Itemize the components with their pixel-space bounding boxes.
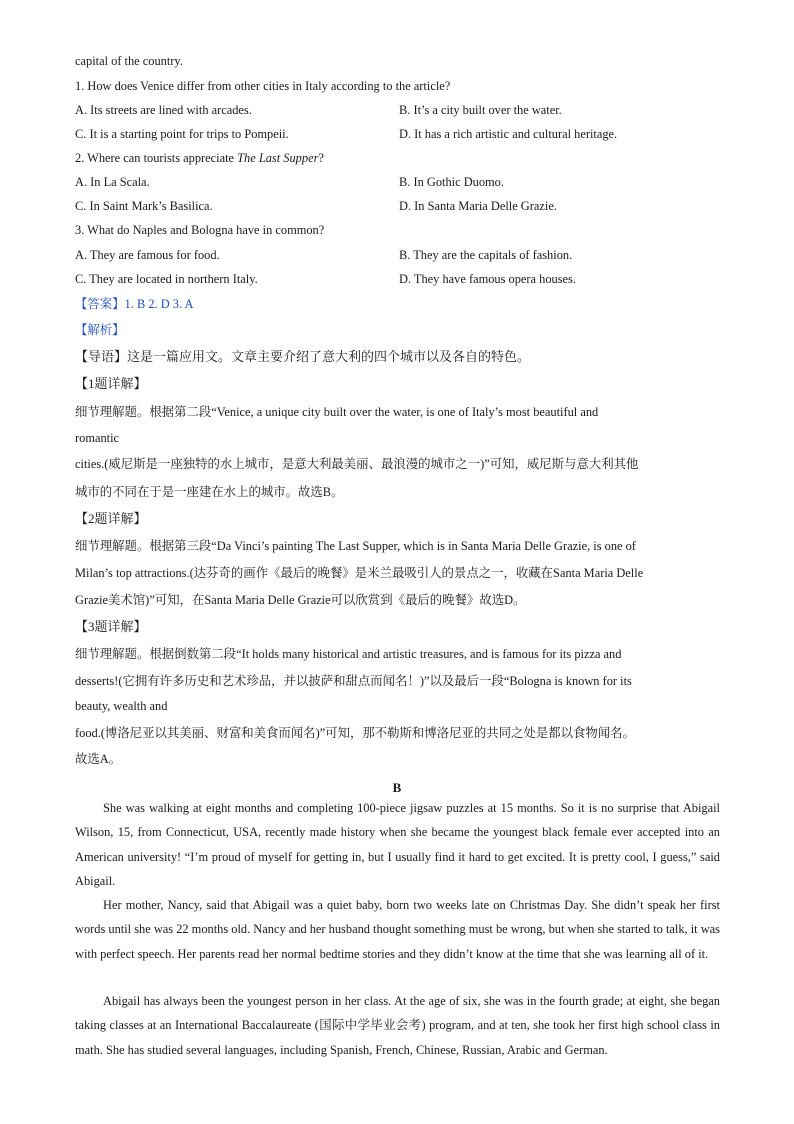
detail-1-line: 细节理解题。根据第二段“Venice, a unique city built over the water, is one of Italy’s most beautiful and (75, 405, 599, 419)
answer-key: 【答案】1. B 2. D 3. A (75, 297, 194, 311)
question-1-stem: 1. How does Venice differ from other cities in Italy according to the article? (75, 79, 451, 93)
q3-option-a: A. They are famous for food. (75, 248, 220, 262)
q3-option-c: C. They are located in northern Italy. (75, 272, 258, 286)
q2-stem-title: The Last Supper (237, 151, 319, 165)
detail-3-line: beauty, wealth and (75, 699, 168, 713)
q3-option-d: D. They have famous opera houses. (399, 272, 576, 286)
detail-2-line: Grazie美术馆)”可知，在Santa Maria Delle Grazie可以欣赏到《最后的晚餐》故选D。 (75, 593, 526, 607)
detail-2-line: Milan’s top attractions.(达芬奇的画作《最后的晚餐》是米兰最吸引人的景点之一，收藏在Santa Maria Delle (75, 566, 644, 580)
q1-option-d: D. It has a rich artistic and cultural heritage. (399, 127, 618, 141)
q2-option-c: C. In Saint Mark’s Basilica. (75, 199, 213, 213)
detail-1-heading: 【1题详解】 (75, 376, 147, 391)
detail-3-line: 细节理解题。根据倒数第二段“It holds many historical and artistic treasures, and is famous for its pizza and (75, 647, 622, 661)
detail-3-line: 故选A。 (75, 752, 122, 766)
question-2-stem (75, 150, 324, 166)
detail-1-line: cities.(威尼斯是一座独特的水上城市，是意大利最美丽、最浪漫的城市之一)”可知，威尼斯与意大利其他 (75, 457, 639, 471)
section-title: B (392, 780, 402, 795)
detail-2-line: 细节理解题。根据第三段“Da Vinci’s painting The Last Supper, which is in Santa Maria Delle Grazie, is one of (75, 539, 636, 553)
q1-option-a: A. Its streets are lined with arcades. (75, 103, 252, 117)
q3-option-b: B. They are the capitals of fashion. (399, 248, 573, 262)
q1-option-c: C. It is a starting point for trips to Pompeii. (75, 127, 289, 141)
detail-1-line: 城市的不同在于是一座建在水上的城市。故选B。 (75, 485, 344, 499)
detail-3-heading: 【3题详解】 (75, 619, 147, 634)
guide-text: 【导语】这是一篇应用文。文章主要介绍了意大利的四个城市以及各自的特色。 (75, 349, 531, 364)
q2-option-d: D. In Santa Maria Delle Grazie. (399, 199, 557, 213)
q1-option-b: B. It’s a city built over the water. (399, 103, 562, 117)
detail-3-line: desserts!(它拥有许多历史和艺术珍品，并以披萨和甜点而闻名！)”以及最后一段“Bologna is known for its (75, 674, 632, 688)
passage-paragraph: She was walking at eight months and completing 100-piece jigsaw puzzles at 15 months. So it is no surprise that Abigail Wilson, 15, from Connecticut, USA, recently made history when she became the youngest black female ever accepted into an American university! “I’m proud of myself for getting in, but I usually find it hard to get excited. It is pretty cool, I guess,” said Abigail. (75, 801, 720, 889)
passage-paragraph: Her mother, Nancy, said that Abigail was a quiet baby, born two weeks late on Christmas Day. She didn’t speak her first words until she was 22 months old. Nancy and her husband thought something must be wrong, but when she started to talk, it was with perfect speech. Her parents read her normal bedtime stories and they didn’t know at the time that she was learning all of it. (75, 898, 720, 961)
detail-1-line: romantic (75, 431, 120, 445)
analysis-label: 【解析】 (75, 323, 125, 337)
q2-option-a: A. In La Scala. (75, 175, 150, 189)
q2-stem-pre: 2. Where can tourists appreciate (75, 151, 238, 165)
intro-tail: capital of the country. (75, 54, 183, 68)
q2-stem-post: ? (318, 151, 324, 165)
passage-paragraph: Abigail has always been the youngest person in her class. At the age of six, she was in the fourth grade; at eight, she began taking classes at an International Baccalaureate (国际中学毕业会考) program, and at ten, she took her first high school class in math. She has studied several languages, including Spanish, French, Chinese, Russian, Arabic and German. (75, 994, 720, 1057)
q2-option-b: B. In Gothic Duomo. (399, 175, 504, 189)
question-3-stem: 3. What do Naples and Bologna have in common? (75, 223, 325, 237)
detail-2-heading: 【2题详解】 (75, 511, 147, 526)
detail-3-line: food.(博洛尼亚以其美丽、财富和美食而闻名)”可知，那不勒斯和博洛尼亚的共同之处是都以食物闻名。 (75, 726, 635, 740)
